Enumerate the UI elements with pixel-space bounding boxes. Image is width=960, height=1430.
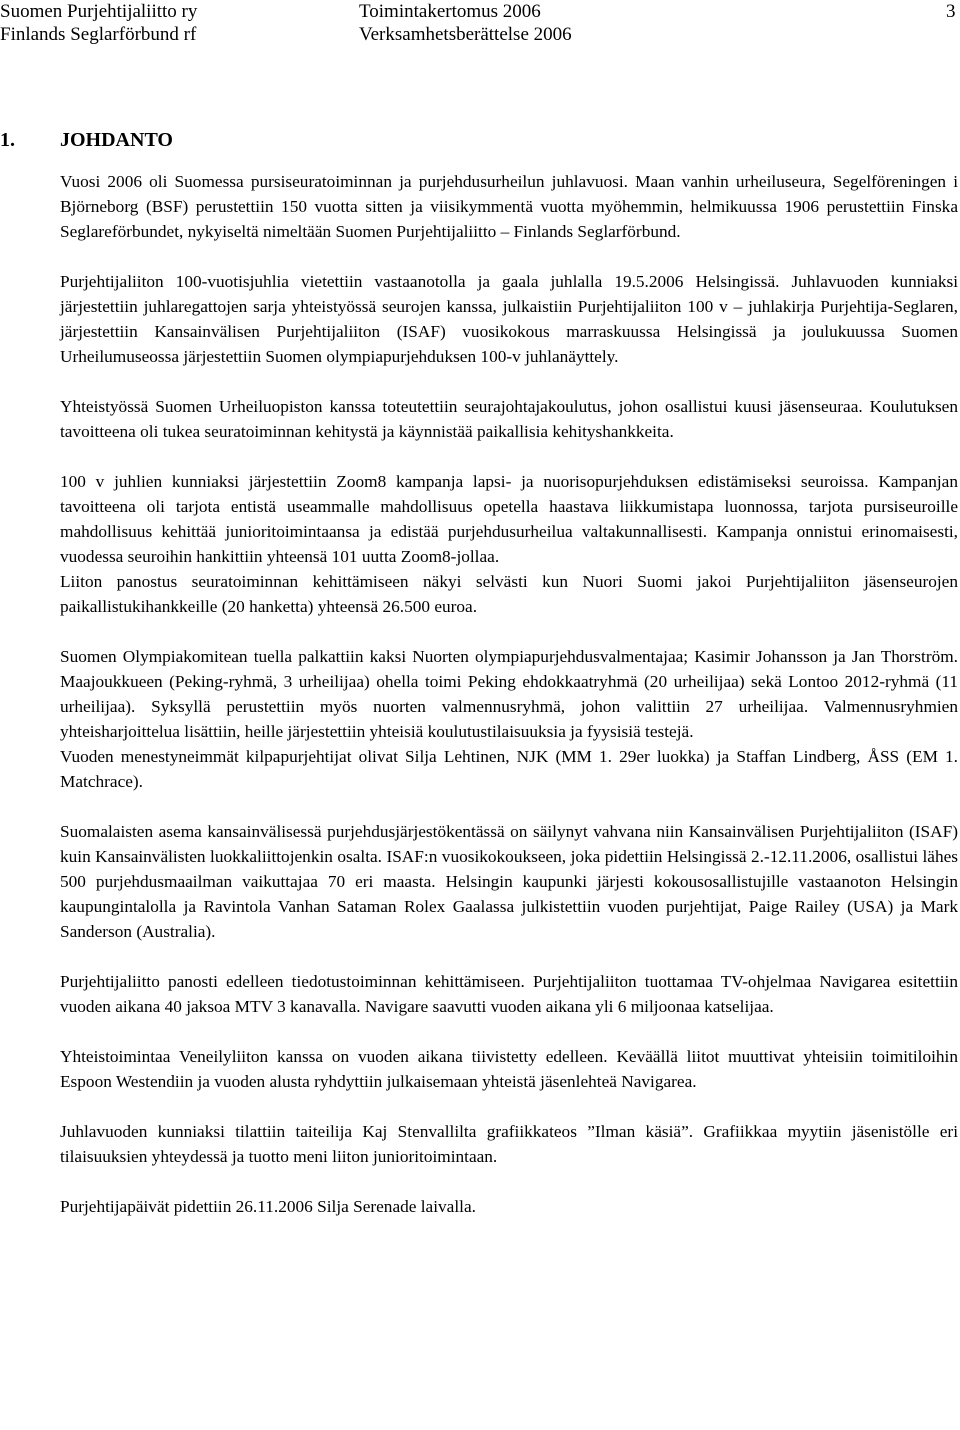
paragraph-club-leader-training: Yhteistyössä Suomen Urheiluopiston kanssa toteutettiin seurajohtajakoulutus, johon osallistui kuusi jäsenseuraa. Koulutuksen tavoitteena oli tukea seuratoiminnan kehitystä ja käynnistää paikallisia kehityshankkeita. [60,397,958,441]
paragraph-local-support-projects: Liiton panostus seuratoiminnan kehittämiseen näkyi selvästi kun Nuori Suomi jakoi Purjehtijaliiton jäsenseurojen paikallistukihankkeille (20 hanketta) yhteensä 26.500 euroa. [60,572,958,616]
paragraph-graphic-artwork: Juhlavuoden kunniaksi tilattiin taiteilija Kaj Stenvallilta grafiikkateos ”Ilman käsiä”. Grafiikkaa myytiin jäsenistölle eri tilaisuuksien yhteydessä ja tuotto meni liiton junioritoimintaan. [60,1122,958,1166]
paragraph-centenary-celebrations: Purjehtijaliiton 100-vuotisjuhlia vietettiin vastaanotolla ja gaala juhlalla 19.5.2006 Helsingissä. Juhlavuoden kunniaksi järjestettiin juhlaregattojen sarja yhteistyössä seurojen kanssa, julkaistiin Purjehtijaliiton 100 v – juhlakirja Purjehtija-Seglaren, järjestettiin Kansainvälisen Purjehtijaliiton (ISAF) vuosikokous marraskuussa Helsingissä ja joulukuussa Suomen Urheilumuseossa järjestettiin Suomen olympiapurjehduksen 100-v juhlanäyttely. [60,272,958,366]
header-organization [0,0,197,46]
paragraph-communications: Purjehtijaliitto panosti edelleen tiedotustoiminnan kehittämiseen. Purjehtijaliiton tuottamaa TV-ohjelmaa Navigarea esitettiin vuoden aikana 40 jaksoa MTV 3 kanavalla. Navigare saavutti vuoden aikana yli 6 miljoonaa katselijaa. [60,972,958,1016]
paragraph-anniversary-year: Vuosi 2006 oli Suomessa pursiseuratoiminnan ja purjehdusurheilun juhlavuosi. Maan vanhin urheiluseura, Segelföreningen i Björneborg (BSF) perustettiin 150 vuotta sitten ja viisikymmentä vuotta myöhemmin, helmikuussa 1906 perustettiin Finska Seglareförbundet, nykyiseltä nimeltään Suomen Purjehtijaliitto – Finlands Seglarförbund. [60,172,958,241]
paragraph-zoom8-campaign: 100 v juhlien kunniaksi järjestettiin Zoom8 kampanja lapsi- ja nuorisopurjehduksen edistämiseksi seuroissa. Kampanjan tavoitteena oli tarjota entistä useammalle mahdollisuus opetella haastava liikkumistapa luonnossa, tarjota pursiseuroille mahdollisuus kehittää junioritoimintaansa ja edistää purjehdusurheilua valtakunnallisesti. Kampanja onnistui erinomaisesti, vuodessa seuroihin hankittiin yhteensä 101 uutta Zoom8-jollaa. [60,472,958,566]
section-title: JOHDANTO [60,129,173,151]
paragraph-olympic-coaching: Suomen Olympiakomitean tuella palkattiin kaksi Nuorten olympiapurjehdusvalmentajaa; Kasimir Johansson ja Jan Thorström. Maajoukkueen (Peking-ryhmä, 3 urheilijaa) ohella toimi Peking ehdokkaatryhmä (20 urheilijaa) sekä Lontoo 2012-ryhmä (11 urheilijaa). Syksyllä perustettiin myös nuorten valmennusryhmä, johon valittiin 27 urheilijaa. Valmennusryhmien yhteisharjoittelua lisättiin, heille järjestettiin yhteisiä koulutustilaisuuksia ja fyysisiä testejä. [60,647,958,741]
paragraph-boating-association-cooperation: Yhteistoimintaa Veneilyliiton kanssa on vuoden aikana tiivistetty edelleen. Keväällä liitot muuttivat yhteisiin toimitiloihin Espoon Westendiin ja vuoden alusta ryhdyttiin julkaisemaan yhteistä jäsenlehteä Navigarea. [60,1047,958,1091]
section-number: 1. [0,129,15,151]
page-header [0,0,960,50]
document-body [60,169,958,1219]
paragraph-international-position: Suomalaisten asema kansainvälisessä purjehdusjärjestökentässä on säilynyt vahvana niin Kansainvälisen Purjehtijaliiton (ISAF) kuin Kansainvälisten luokkaliittojenkin osalta. ISAF:n vuosikokoukseen, joka pidettiin Helsingissä 2.-12.11.2006, osallistui lähes 500 purjehdusmaailman vaikuttajaa 70 eri maasta. Helsingin kaupunki järjesti kokousosallistujille vastaanoton Helsingin kaupungintalolla ja Ravintola Vanhan Sataman Rolex Gaalassa julkistettiin vuoden purjehtijat, Paige Railey (USA) ja Mark Sanderson (Australia). [60,822,958,941]
header-org-swedish: Finlands Seglarförbund rf [0,24,197,45]
header-report-swedish: Verksamhetsberättelse 2006 [359,24,572,45]
header-report-finnish: Toimintakertomus 2006 [359,1,541,22]
paragraph-successful-sailors: Vuoden menestyneimmät kilpapurjehtijat olivat Silja Lehtinen, NJK (MM 1. 29er luokka) ja Staffan Lindberg, ÅSS (EM 1. Matchrace). [60,747,958,791]
paragraph-sailing-days: Purjehtijapäivät pidettiin 26.11.2006 Silja Serenade laivalla. [60,1197,476,1216]
page-number: 3 [946,1,956,22]
header-org-finnish: Suomen Purjehtijaliitto ry [0,1,198,22]
section-heading [0,128,173,152]
header-report-title [359,0,572,46]
